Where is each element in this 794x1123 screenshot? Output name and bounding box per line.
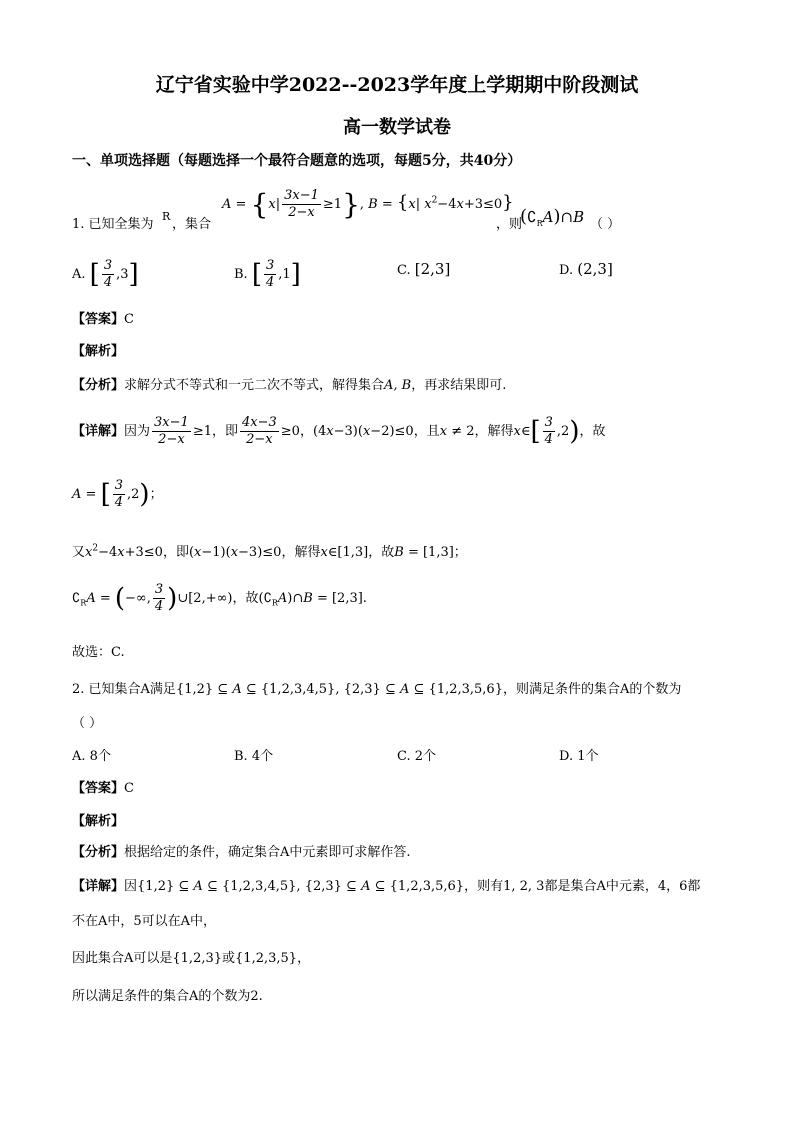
q2-detail-line-3: 因此集合A可以是{1,2,3}或{1,2,3,5}， bbox=[72, 951, 311, 966]
q1-option-d[interactable]: D. (2,3] bbox=[559, 260, 613, 278]
q2-answer: 【答案】C bbox=[72, 781, 134, 796]
q1-option-a[interactable]: A. [ $\frac{3}{4}$ ,3] bbox=[72, 258, 139, 290]
q1-set-definitions: A = {x| $\frac{3x-1}{2-x}$ ≥1}, B = {x| $x^2-4x+3\le 0$} bbox=[222, 188, 514, 221]
q2-analysis-label: 【解析】 bbox=[72, 814, 125, 829]
q2-option-b[interactable]: B. 4个 bbox=[234, 749, 274, 764]
q1-detail-line-1: 【详解】因为 $\frac{3x-1}{2-x}$ ≥1，即 $\frac{4x-3}{2-x}$ ≥0，(4x−3)(x−2)≤0，且x ≠ 2，解得x∈[ $\frac{3}{4}$ ,2)，故 bbox=[72, 415, 606, 447]
q1-stem-prefix: 1. 已知全集为 bbox=[72, 217, 154, 232]
q1-fenxi: 【分析】求解分式不等式和一元二次不等式，解得集合A, B，再求结果即可. bbox=[72, 378, 507, 393]
q1-option-b[interactable]: B. [ $\frac{3}{4}$ ,1] bbox=[234, 258, 301, 290]
q2-stem: 2. 已知集合A满足{1,2} ⊆ A ⊆ {1,2,3,4,5}, {2,3} ⊆ A ⊆ {1,2,3,5,6}，则满足条件的集合A的个数为 bbox=[72, 682, 682, 697]
q2-option-c[interactable]: C. 2个 bbox=[397, 749, 437, 764]
q1-detail-line-3: 又$x^2-4x+3\le 0$，即(x−1)(x−3)≤0，解得x∈[1,3]，故B = [1,3]； bbox=[72, 543, 467, 560]
q2-fenxi: 【分析】根据给定的条件，确定集合A中元素即可求解作答. bbox=[72, 845, 411, 860]
q1-paren: （ ） bbox=[590, 217, 621, 232]
q1-detail-line-2: A = [ $\frac{3}{4}$ ,2)； bbox=[72, 478, 163, 510]
exam-title: 辽宁省实验中学2022--2023学年度上学期期中阶段测试 bbox=[155, 74, 639, 96]
q2-detail-line-2: 不在A中，5可以在A中， bbox=[72, 914, 217, 929]
q1-stem-suffix: ，则 bbox=[496, 217, 523, 232]
q1-option-c[interactable]: C. [2,3] bbox=[397, 260, 451, 278]
q1-answer: 【答案】C bbox=[72, 312, 134, 327]
exam-subtitle: 高一数学试卷 bbox=[343, 117, 451, 138]
q1-universe: R bbox=[162, 210, 171, 223]
q2-option-d[interactable]: D. 1个 bbox=[559, 749, 599, 764]
q2-detail-line-1: 【详解】因{1,2} ⊆ A ⊆ {1,2,3,4,5}, {2,3} ⊆ A ⊆ {1,2,3,5,6}，则有1, 2, 3都是集合A中元素，4，6都 bbox=[72, 879, 701, 894]
q1-stem-mid: ，集合 bbox=[172, 217, 212, 232]
q2-paren: （ ） bbox=[72, 716, 103, 731]
q1-expression: $(∁_RA)\cap B$ bbox=[520, 206, 585, 228]
q1-conclusion: 故选：C. bbox=[72, 645, 125, 660]
section-heading: 一、单项选择题（每题选择一个最符合题意的选项，每题5分，共40分） bbox=[72, 153, 522, 169]
q2-detail-line-4: 所以满足条件的集合A的个数为2. bbox=[72, 989, 263, 1004]
q1-fraction: $\frac{3x-1}{2-x}$ bbox=[284, 188, 319, 220]
q1-analysis-label: 【解析】 bbox=[72, 344, 125, 359]
q2-option-a[interactable]: A. 8个 bbox=[72, 749, 111, 764]
q1-detail-line-4: $∁_RA$ = (−∞, $\frac{3}{4}$ )∪[2,+∞)，故$(∁_RA)\cap B = [2,3]$. bbox=[72, 582, 367, 614]
